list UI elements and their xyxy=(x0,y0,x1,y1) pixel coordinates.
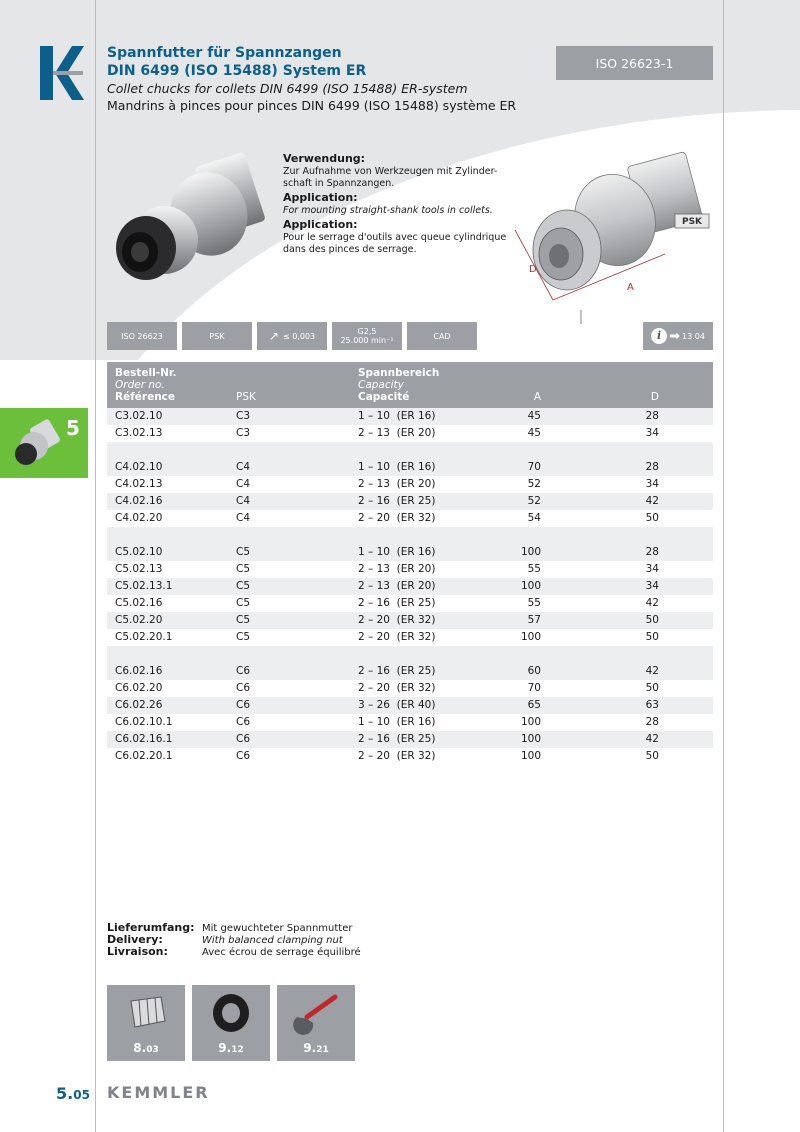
psk-cell: C6 xyxy=(236,733,251,745)
psk-cell: C5 xyxy=(236,597,251,609)
dimension-d-cell: 42 xyxy=(645,597,659,609)
arrow-right-icon: ➡ xyxy=(669,328,680,344)
delivery-value-en: With balanced clamping nut xyxy=(202,935,343,946)
capacity-cell: 2 – 20 (ER 32) xyxy=(358,682,436,694)
dimension-a-cell: 52 xyxy=(527,478,541,490)
header-d: D xyxy=(650,391,659,403)
psk-cell: C4 xyxy=(236,478,251,490)
table-row xyxy=(107,425,713,442)
clamping-nut-icon xyxy=(206,991,256,1035)
order-number-cell: C6.02.16.1 xyxy=(115,733,173,745)
dimension-a-cell: 100 xyxy=(520,750,541,762)
order-number-cell: C5.02.10 xyxy=(115,546,163,558)
page-number: 5.05 xyxy=(56,1084,90,1103)
dimension-a-label: A xyxy=(627,282,634,293)
delivery-label-en: Delivery: xyxy=(107,933,163,946)
dimension-d-cell: 50 xyxy=(645,750,659,762)
accessory-ref-collet: 8.03 xyxy=(133,1041,159,1055)
capacity-cell: 1 – 10 (ER 16) xyxy=(358,716,436,728)
table-spacer-row xyxy=(107,442,713,459)
usage-text-fr: Pour le serrage d'outils avec queue cylindrique dans des pinces de serrage. xyxy=(283,232,507,255)
dimension-d-cell: 28 xyxy=(645,716,659,728)
dimension-d-cell: 63 xyxy=(645,699,659,711)
dimension-a-cell: 100 xyxy=(520,716,541,728)
dimension-a-cell: 54 xyxy=(527,512,541,524)
usage-heading-fr: Application: xyxy=(283,218,358,231)
dimension-a-cell: 100 xyxy=(520,580,541,592)
dimension-d-cell: 28 xyxy=(645,410,659,422)
table-row xyxy=(107,493,713,510)
psk-cell: C5 xyxy=(236,631,251,643)
page-title xyxy=(107,44,547,80)
margin-line-left xyxy=(95,0,96,1132)
dimension-d-cell: 34 xyxy=(645,427,659,439)
table-body xyxy=(107,408,713,765)
dimension-a-cell: 45 xyxy=(527,410,541,422)
psk-cell: C3 xyxy=(236,427,251,439)
psk-icon-box: PSK xyxy=(182,322,252,350)
technical-drawing xyxy=(505,150,715,330)
capacity-cell: 2 – 13 (ER 20) xyxy=(358,478,436,490)
order-number-cell: C5.02.13.1 xyxy=(115,580,173,592)
table-row xyxy=(107,578,713,595)
dimension-d-cell: 50 xyxy=(645,682,659,694)
table-row xyxy=(107,476,713,493)
cad-icon-box[interactable]: CAD xyxy=(407,322,477,350)
table-row xyxy=(107,629,713,646)
info-reference-number: 13.04 xyxy=(682,331,705,341)
usage-description xyxy=(283,152,508,257)
dimension-a-cell: 60 xyxy=(527,665,541,677)
table-row xyxy=(107,595,713,612)
table-spacer-row xyxy=(107,527,713,544)
capacity-cell: 1 – 10 (ER 16) xyxy=(358,410,436,422)
header-psk: PSK xyxy=(236,391,256,403)
table-row xyxy=(107,510,713,527)
iso-icon-box: ISO 26623 xyxy=(107,322,177,350)
info-icon: i xyxy=(651,328,667,344)
dimension-d-cell: 50 xyxy=(645,631,659,643)
accessory-collet[interactable] xyxy=(107,985,185,1061)
capacity-cell: 3 – 26 (ER 40) xyxy=(358,699,436,711)
margin-line-right xyxy=(723,0,724,1132)
table-row xyxy=(107,680,713,697)
balance-grade: G2,5 xyxy=(357,327,377,336)
psk-cell: C6 xyxy=(236,716,251,728)
order-number-cell: C4.02.10 xyxy=(115,461,163,473)
dimension-a-cell: 65 xyxy=(527,699,541,711)
table-header xyxy=(107,362,713,408)
capacity-cell: 2 – 20 (ER 32) xyxy=(358,631,436,643)
wrench-icon xyxy=(291,991,341,1035)
usage-text-de: Zur Aufnahme von Werkzeugen mit Zylinder-schaft in Spannzangen. xyxy=(283,166,498,189)
collet-icon xyxy=(121,991,171,1035)
capacity-cell: 2 – 16 (ER 25) xyxy=(358,597,436,609)
order-number-cell: C6.02.16 xyxy=(115,665,163,677)
dimension-d-cell: 42 xyxy=(645,733,659,745)
order-number-cell: C5.02.20 xyxy=(115,614,163,626)
balance-icon-box xyxy=(332,322,402,350)
title-english: Collet chucks for collets DIN 6499 (ISO 15488) ER-system xyxy=(107,81,468,96)
kemmler-logo-icon xyxy=(40,46,84,100)
dimension-d-cell: 42 xyxy=(645,665,659,677)
table-row xyxy=(107,748,713,765)
order-number-cell: C4.02.13 xyxy=(115,478,163,490)
dimension-d-cell: 42 xyxy=(645,495,659,507)
standard-badge: ISO 26623-1 xyxy=(556,46,713,80)
dimension-d-cell: 34 xyxy=(645,580,659,592)
order-number-cell: C3.02.13 xyxy=(115,427,163,439)
dimension-a-cell: 100 xyxy=(520,733,541,745)
psk-cell: C4 xyxy=(236,512,251,524)
capacity-cell: 1 – 10 (ER 16) xyxy=(358,546,436,558)
dimension-a-cell: 70 xyxy=(527,461,541,473)
capacity-cell: 1 – 10 (ER 16) xyxy=(358,461,436,473)
capacity-cell: 2 – 16 (ER 25) xyxy=(358,495,436,507)
table-row xyxy=(107,663,713,680)
delivery-value-de: Mit gewuchteter Spannmutter xyxy=(202,923,353,934)
order-number-cell: C6.02.20.1 xyxy=(115,750,173,762)
psk-label: PSK xyxy=(681,217,703,227)
dimension-a-cell: 55 xyxy=(527,597,541,609)
order-number-cell: C5.02.13 xyxy=(115,563,163,575)
dimension-a-cell: 52 xyxy=(527,495,541,507)
order-number-cell: C5.02.16 xyxy=(115,597,163,609)
header-a: A xyxy=(533,391,541,403)
dimension-d-label: D xyxy=(529,264,537,275)
capacity-cell: 2 – 16 (ER 25) xyxy=(358,733,436,745)
capacity-cell: 2 – 13 (ER 20) xyxy=(358,563,436,575)
accessory-clamping-nut[interactable] xyxy=(192,985,270,1061)
table-row xyxy=(107,714,713,731)
header-order-number: Bestell-Nr. Order no. Référence xyxy=(115,367,177,403)
table-row xyxy=(107,408,713,425)
accessory-wrench[interactable] xyxy=(277,985,355,1061)
psk-cell: C5 xyxy=(236,614,251,626)
order-number-cell: C5.02.20.1 xyxy=(115,631,173,643)
psk-cell: C6 xyxy=(236,682,251,694)
table-row xyxy=(107,544,713,561)
psk-cell: C5 xyxy=(236,563,251,575)
order-number-cell: C6.02.20 xyxy=(115,682,163,694)
collet-chuck-photo xyxy=(104,152,274,284)
table-row xyxy=(107,612,713,629)
order-number-cell: C4.02.20 xyxy=(115,512,163,524)
dimension-d-cell: 34 xyxy=(645,478,659,490)
title-french: Mandrins à pinces pour pinces DIN 6499 (ISO 15488) système ER xyxy=(107,98,517,113)
dimension-d-cell: 50 xyxy=(645,512,659,524)
dimension-d-cell: 34 xyxy=(645,563,659,575)
usage-text-en: For mounting straight-shank tools in collets. xyxy=(283,205,493,216)
psk-cell: C4 xyxy=(236,461,251,473)
delivery-label-fr: Livraison: xyxy=(107,945,168,958)
psk-cell: C6 xyxy=(236,665,251,677)
runout-arrow-icon: ↗ xyxy=(268,328,279,343)
dimension-d-cell: 50 xyxy=(645,614,659,626)
chapter-number: 5 xyxy=(66,416,80,440)
order-number-cell: C6.02.26 xyxy=(115,699,163,711)
capacity-cell: 2 – 13 (ER 20) xyxy=(358,427,436,439)
usage-heading-en: Application: xyxy=(283,191,358,204)
title-german-line-2: DIN 6499 (ISO 15488) System ER xyxy=(107,63,367,79)
product-table xyxy=(107,362,713,765)
order-number-cell: C6.02.10.1 xyxy=(115,716,173,728)
capacity-cell: 2 – 20 (ER 32) xyxy=(358,614,436,626)
table-row xyxy=(107,697,713,714)
dimension-a-cell: 55 xyxy=(527,563,541,575)
dimension-d-cell: 28 xyxy=(645,461,659,473)
dimension-a-cell: 100 xyxy=(520,546,541,558)
psk-cell: C3 xyxy=(236,410,251,422)
delivery-value-fr: Avec écrou de serrage équilibré xyxy=(202,947,361,958)
dimension-a-cell: 100 xyxy=(520,631,541,643)
order-number-cell: C3.02.10 xyxy=(115,410,163,422)
brand-name: KEMMLER xyxy=(107,1083,210,1102)
balance-speed: 25.000 min⁻¹ xyxy=(340,336,394,345)
psk-cell: C4 xyxy=(236,495,251,507)
table-row xyxy=(107,561,713,578)
dimension-a-cell: 57 xyxy=(527,614,541,626)
psk-cell: C5 xyxy=(236,546,251,558)
capacity-cell: 2 – 20 (ER 32) xyxy=(358,750,436,762)
order-number-cell: C4.02.16 xyxy=(115,495,163,507)
usage-heading-de: Verwendung: xyxy=(283,152,366,165)
dimension-a-cell: 70 xyxy=(527,682,541,694)
capacity-cell: 2 – 20 (ER 32) xyxy=(358,512,436,524)
chapter-thumbnail-icon xyxy=(6,416,66,470)
dimension-d-cell: 28 xyxy=(645,546,659,558)
chapter-tab[interactable] xyxy=(0,408,88,478)
delivery-label-de: Lieferumfang: xyxy=(107,921,195,934)
runout-icon-box xyxy=(257,322,327,350)
runout-value: ≤ 0,003 xyxy=(282,331,316,341)
accessory-ref-nut: 9.12 xyxy=(218,1041,244,1055)
header-capacity: Spannbereich Capacity Capacité xyxy=(358,367,440,403)
table-spacer-row xyxy=(107,646,713,663)
capacity-cell: 2 – 13 (ER 20) xyxy=(358,580,436,592)
dimension-a-cell: 45 xyxy=(527,427,541,439)
title-german-line-1: Spannfutter für Spannzangen xyxy=(107,45,342,61)
psk-cell: C5 xyxy=(236,580,251,592)
psk-cell: C6 xyxy=(236,750,251,762)
table-row xyxy=(107,459,713,476)
table-row xyxy=(107,731,713,748)
psk-cell: C6 xyxy=(236,699,251,711)
accessory-ref-wrench: 9.21 xyxy=(303,1041,329,1055)
capacity-cell: 2 – 16 (ER 25) xyxy=(358,665,436,677)
info-reference-box[interactable] xyxy=(643,322,713,350)
